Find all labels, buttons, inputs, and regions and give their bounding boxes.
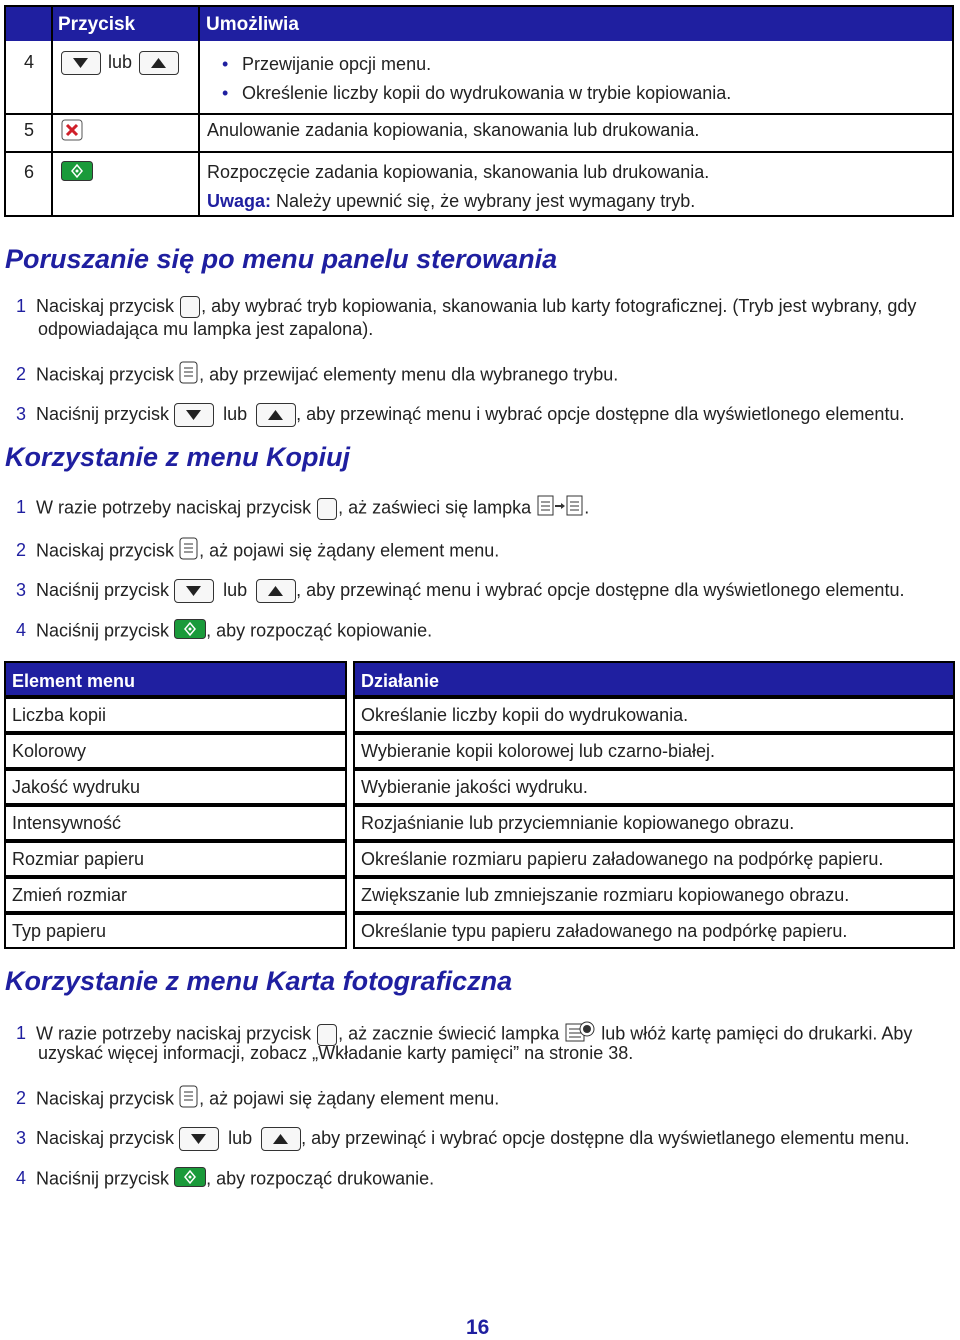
step-text: Naciskaj przycisk bbox=[36, 364, 175, 385]
or-label: lub bbox=[223, 403, 248, 424]
section-title: Korzystanie z menu Karta fotograficzna bbox=[5, 966, 513, 996]
or-label: lub bbox=[223, 579, 248, 600]
step-text: , aż pojawi się żądany element menu. bbox=[199, 540, 500, 561]
down-arrow-icon bbox=[61, 51, 101, 75]
table-header bbox=[6, 7, 952, 41]
header-enables-col: Umożliwia bbox=[206, 14, 299, 35]
menu-icon bbox=[179, 537, 199, 566]
down-arrow-icon bbox=[174, 403, 214, 427]
step-text: , aby przewinąć i wybrać opcje dostępne dla wyświetlanego elementu menu. bbox=[301, 1127, 910, 1148]
step-text: , aby rozpocząć kopiowanie. bbox=[206, 620, 433, 641]
up-arrow-icon bbox=[256, 579, 296, 603]
copy-menu-table bbox=[4, 661, 955, 947]
row-number: 4 bbox=[24, 52, 35, 72]
cancel-icon bbox=[61, 119, 83, 146]
step-number: 3 bbox=[16, 579, 27, 600]
menu-item-cell: Jakość wydruku bbox=[4, 769, 347, 805]
step bbox=[16, 361, 618, 390]
step-continuation: odpowiadająca mu lampka jest zapalona). bbox=[38, 319, 374, 339]
mode-button-icon bbox=[180, 296, 200, 318]
step bbox=[16, 1167, 434, 1192]
row4-line2: • Określenie liczby kopii do wydrukowania w trybie kopiowania. bbox=[242, 83, 731, 104]
menu-item-cell: Liczba kopii bbox=[4, 697, 347, 733]
step-number: 1 bbox=[16, 296, 27, 316]
step-number: 2 bbox=[16, 1088, 27, 1109]
header-button-col: Przycisk bbox=[58, 14, 136, 35]
note-text: Należy upewnić się, że wybrany jest wymagany tryb. bbox=[276, 191, 696, 211]
menu-item-cell: Intensywność bbox=[4, 805, 347, 841]
row6-note bbox=[207, 191, 695, 212]
step bbox=[16, 1127, 909, 1151]
section-title: Korzystanie z menu Kopiuj bbox=[5, 442, 351, 472]
up-arrow-icon bbox=[139, 51, 179, 75]
note-label: Uwaga: bbox=[207, 191, 272, 211]
menu-item-cell: Kolorowy bbox=[4, 733, 347, 769]
down-arrow-icon bbox=[179, 1127, 219, 1151]
start-icon bbox=[174, 619, 206, 644]
step bbox=[16, 296, 916, 318]
step-text: , aby rozpocząć drukowanie. bbox=[206, 1168, 435, 1189]
menu-icon bbox=[179, 361, 199, 390]
step-text: Naciśnij przycisk bbox=[36, 620, 170, 641]
step-text: Naciskaj przycisk bbox=[36, 1088, 175, 1109]
section-title: Poruszanie się po menu panelu sterowania bbox=[5, 244, 558, 274]
menu-action-cell: Rozjaśnianie lub przyciemnianie kopiowanego obrazu. bbox=[353, 805, 955, 841]
step-number: 4 bbox=[16, 620, 27, 641]
header-item-col: Element menu bbox=[4, 661, 347, 697]
start-icon bbox=[174, 1167, 206, 1192]
step-number: 2 bbox=[16, 540, 27, 561]
step-text: . bbox=[584, 497, 590, 518]
step-text: lub włóż kartę pamięci do drukarki. Aby bbox=[601, 1023, 913, 1044]
row5-line1: Anulowanie zadania kopiowania, skanowania lub drukowania. bbox=[207, 120, 700, 140]
step-text: Naciśnij przycisk bbox=[36, 1168, 170, 1189]
row-number: 5 bbox=[24, 120, 35, 140]
step bbox=[16, 537, 499, 566]
step-text: , aż pojawi się żądany element menu. bbox=[199, 1088, 500, 1109]
step-text: , aby wybrać tryb kopiowania, skanowania lub karty fotograficznej. (Tryb jest wybrany, gdy bbox=[201, 296, 917, 316]
step-number: 3 bbox=[16, 1127, 27, 1148]
step-continuation: uzyskać więcej informacji, zobacz „Wkładanie karty pamięci” na stronie 38. bbox=[38, 1043, 634, 1063]
step bbox=[16, 494, 589, 523]
or-label: lub bbox=[108, 51, 133, 72]
step-text: Naciśnij przycisk bbox=[36, 403, 170, 424]
menu-item-cell: Rozmiar papieru bbox=[4, 841, 347, 877]
step-number: 1 bbox=[16, 497, 27, 518]
step-text: Naciskaj przycisk bbox=[36, 540, 175, 561]
step-number: 4 bbox=[16, 1168, 27, 1189]
menu-action-cell: Określanie rozmiaru papieru załadowanego na podpórkę papieru. bbox=[353, 841, 955, 877]
step-number: 1 bbox=[16, 1023, 27, 1044]
mode-button-icon bbox=[317, 498, 337, 520]
step-text: , aby przewinąć menu i wybrać opcje dostępne dla wyświetlonego elementu. bbox=[296, 579, 905, 600]
or-label: lub bbox=[228, 1127, 253, 1148]
up-arrow-icon bbox=[256, 403, 296, 427]
menu-action-cell: Wybieranie kopii kolorowej lub czarno-białej. bbox=[353, 733, 955, 769]
step bbox=[16, 1085, 499, 1114]
step bbox=[16, 619, 432, 644]
start-icon bbox=[61, 161, 93, 186]
step-number: 2 bbox=[16, 364, 27, 385]
menu-action-cell: Wybieranie jakości wydruku. bbox=[353, 769, 955, 805]
row4-line1: • Przewijanie opcji menu. bbox=[242, 54, 431, 75]
menu-icon bbox=[179, 1085, 199, 1114]
step-text: , aby przewijać elementy menu dla wybranego trybu. bbox=[199, 364, 619, 385]
menu-action-cell: Określanie typu papieru załadowanego na podpórkę papieru. bbox=[353, 913, 955, 949]
step-text: Naciskaj przycisk bbox=[36, 1127, 175, 1148]
down-arrow-icon bbox=[174, 579, 214, 603]
step-text: W razie potrzeby naciskaj przycisk bbox=[36, 1023, 312, 1044]
menu-action-cell: Zwiększanie lub zmniejszanie rozmiaru kopiowanego obrazu. bbox=[353, 877, 955, 913]
copy-lamp-icon bbox=[536, 494, 584, 523]
step-text: Naciskaj przycisk bbox=[36, 296, 175, 316]
menu-item-cell: Typ papieru bbox=[4, 913, 347, 949]
step bbox=[16, 403, 904, 427]
step-text: W razie potrzeby naciskaj przycisk bbox=[36, 497, 312, 518]
step-text: , aż zaświeci się lampka bbox=[338, 497, 532, 518]
step-text: , aby przewinąć menu i wybrać opcje dostępne dla wyświetlonego elementu. bbox=[296, 403, 905, 424]
step-text: , aż zacznie świecić lampka bbox=[338, 1023, 560, 1044]
page-number: 16 bbox=[466, 1316, 490, 1339]
buttons-table bbox=[4, 5, 954, 217]
up-arrow-icon bbox=[261, 1127, 301, 1151]
menu-item-cell: Zmień rozmiar bbox=[4, 877, 347, 913]
step-text: Naciśnij przycisk bbox=[36, 579, 170, 600]
row6-line1: Rozpoczęcie zadania kopiowania, skanowania lub drukowania. bbox=[207, 162, 710, 182]
step bbox=[16, 579, 904, 603]
menu-action-cell: Określanie liczby kopii do wydrukowania. bbox=[353, 697, 955, 733]
row4-buttons bbox=[61, 51, 179, 75]
step-number: 3 bbox=[16, 403, 27, 424]
row-number: 6 bbox=[24, 162, 35, 182]
header-action-col: Działanie bbox=[353, 661, 955, 697]
